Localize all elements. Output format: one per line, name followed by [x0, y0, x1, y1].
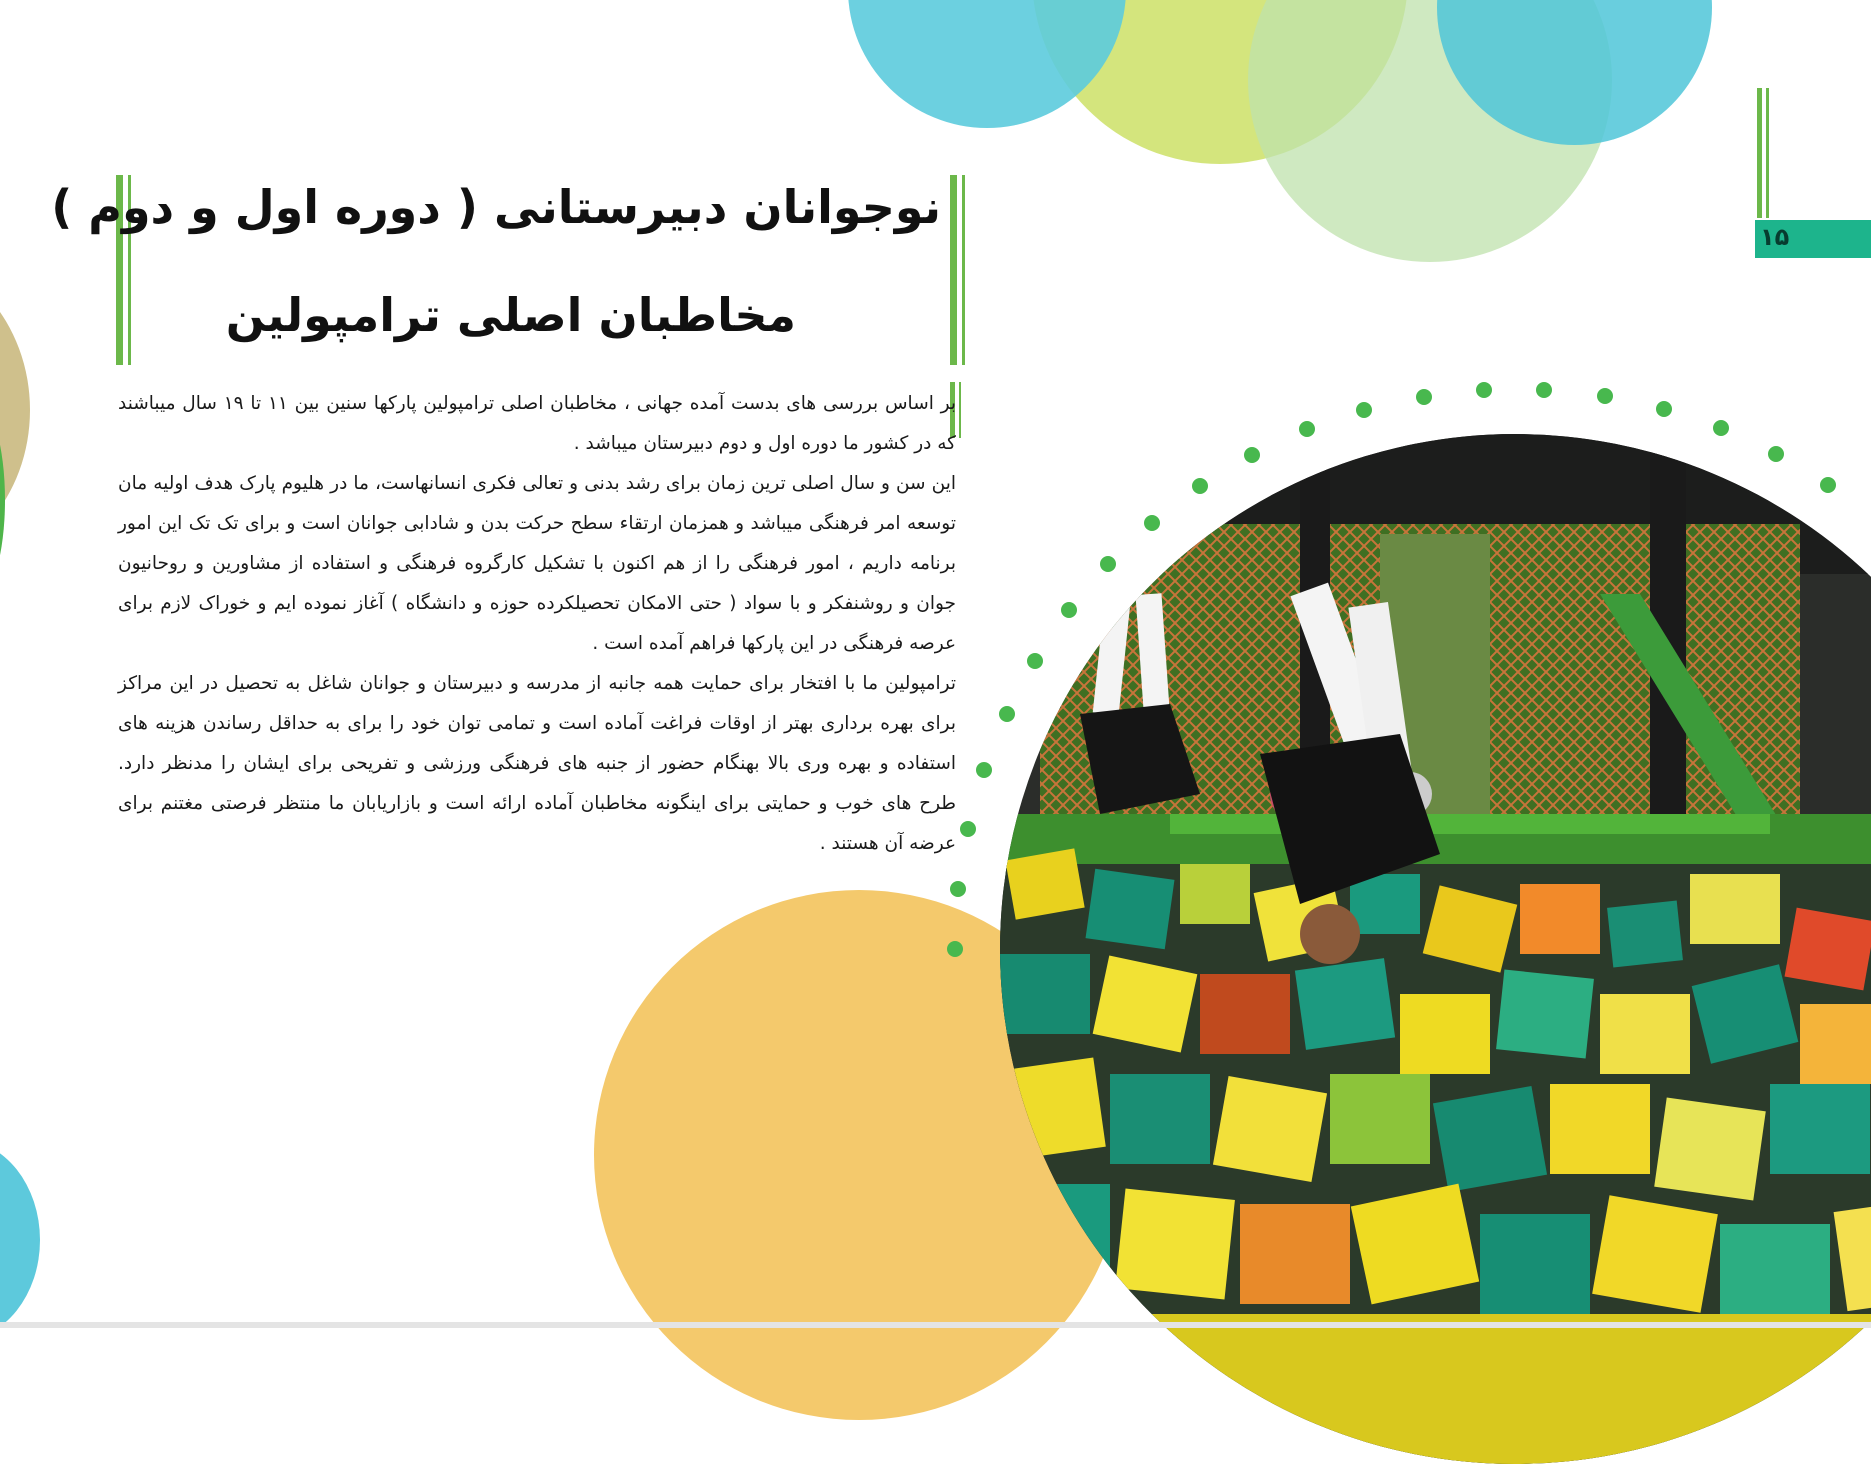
arc-dot [960, 821, 976, 837]
arc-dot [1820, 477, 1836, 493]
title-bar-right-thick [950, 175, 957, 365]
arc-dot [1476, 382, 1492, 398]
arc-dot [1597, 388, 1613, 404]
paragraph-marker-thin [959, 382, 961, 438]
body-text [118, 384, 956, 864]
photo-illustration-icon [1000, 434, 1871, 1464]
title-bar-right-thin [962, 175, 965, 365]
arc-dot [1027, 653, 1043, 669]
arc-dot [1768, 446, 1784, 462]
arc-dot [950, 881, 966, 897]
paragraph-2: این سن و سال اصلی ترین زمان برای رشد بدنی و تعالی فکری انسانهاست، ما در هلیوم پارک هدف اولیه مان توسعه امر فرهنگی میباشد و همزمان ارتقاء سطح حرکت بدن و شادابی جوانان است و برای تک تک این امور برنامه داریم ، امور فرهنگی را از هم اکنون با تشکیل کارگروه فرهنگی و استفاده از مشاورین و روحانیون جوان و روشنفکر و با سواد ( حتی الامکان تحصیلکرده حوزه و دانشگاه ) آغاز نموده ایم و خوراک لازم برای عرصه فرهنگی در این پارکها فراهم آمده است . [118, 473, 956, 654]
arc-dot [1244, 447, 1260, 463]
page-tab-bar-outer [1757, 88, 1762, 218]
arc-dot [1061, 602, 1077, 618]
paragraph-3: ترامپولین ما با افتخار برای حمایت همه جانبه از مدرسه و دبیرستان و جوانان شاغل به تحصیل در این مراکز برای بهره برداری بهتر از اوقات فراغت آماده است و تمامی توان خود را برای به حداقل رساندن هزینه های استفاده و بهره وری بالا بهنگام حضور از جنبه های فرهنگی ورزشی و تفریحی برای ایشان را مدنظر دارد. طرح های خوب و حمایتی برای اینگونه مخاطبان آماده ارائه است و بازاریابان ما منتظر فرصتی مغتنم برای عرضه آن هستند . [118, 673, 956, 854]
arc-dot [1192, 478, 1208, 494]
page-title-line1: نوجوانان دبیرستانی ( دوره اول و دوم ) [51, 180, 941, 234]
arc-dot [1713, 420, 1729, 436]
arc-dot [1416, 389, 1432, 405]
arc-dot [1144, 515, 1160, 531]
arc-dot [1356, 402, 1372, 418]
decor-circle-blue [848, 0, 1126, 128]
page-title-line2: مخاطبان اصلی ترامپولین [225, 288, 796, 342]
page-number: ۱۵ [1760, 223, 1790, 251]
arc-dot [947, 941, 963, 957]
arc-dot [976, 762, 992, 778]
decor-circle-tan-left [0, 250, 30, 570]
paragraph-1: بر اساس بررسی های بدست آمده جهانی ، مخاطبان اصلی ترامپولین پارکها سنین بین ۱۱ تا ۱۹ سال میباشند که در کشور ما دوره اول و دوم دبیرستان میباشد . [118, 393, 956, 454]
trampoline-park-photo [1000, 434, 1871, 1464]
arc-dot [1536, 382, 1552, 398]
arc-dot [1299, 421, 1315, 437]
arc-dot [1656, 401, 1672, 417]
decor-circle-blue-bottom-left [0, 1140, 40, 1340]
arc-dot [1100, 556, 1116, 572]
bottom-edge-line [0, 1322, 1871, 1328]
arc-dot [999, 706, 1015, 722]
page-tab-bar-inner [1766, 88, 1769, 218]
